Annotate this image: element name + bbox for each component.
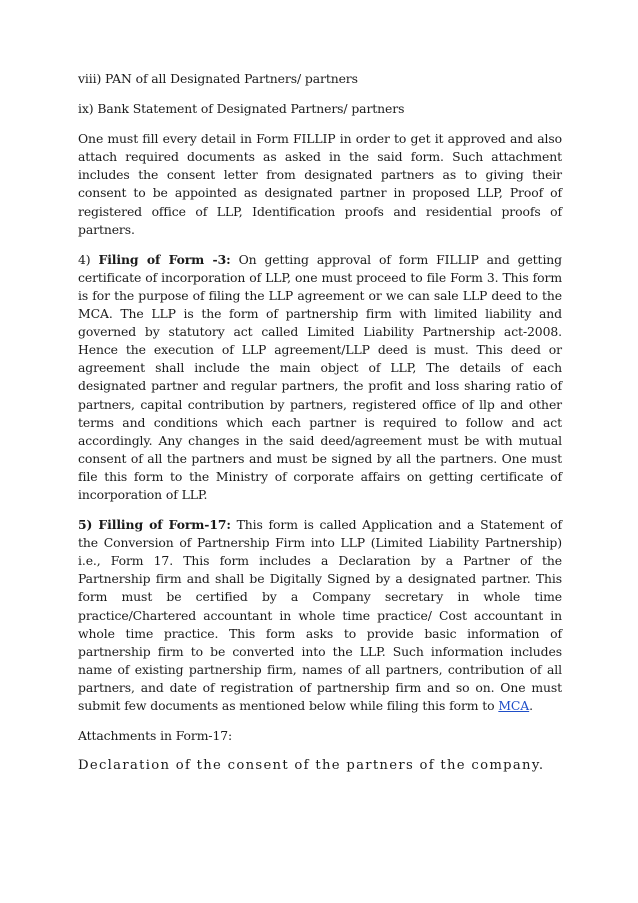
section-body-form-3: On getting approval of form FILLIP and getting certificate of incorporation of LLP, one must proceed to file Form 3. This form is for the purpose of filing the LLP agreement or we can sale LLP deed to the MCA. The LLP is the form of partnership firm with limited liability and governed by statutory act called Limited Liability Partnership act-2008. Hence the execution of LLP agreement/LLP deed is must. This deed or agreement shall include the main object of LLP, The details of each designated partner and regular partners, the profit and loss sharing ratio of partners, capital contribution by partners, registered office of llp and other terms and conditions which each partner is required to follow and act accordingly. Any changes in the said deed/agreement must be with mutual consent of all the partners and must be signed by all the partners. One must file this form to the Ministry of corporate affairs on getting certificate of incorporation of LLP. [78,251,563,502]
paragraph-fillip: One must fill every detail in Form FILLIP in order to get it approved and also attach required documents as asked in the said form. Such attachment includes the consent letter from designated partners as to giving their consent to be appointed as designated partner in proposed LLP, Proof of registered office of LLP, Identification proofs and residential proofs of partners. [78,131,562,237]
list-item-bank-statement: ix) Bank Statement of Designated Partners/ partners [78,101,405,117]
section-number: 4) [78,251,99,267]
section-body-form-17: This form is called Application and a Statement of the Conversion of Partnership Firm into LLP (Limited Liability Partnership) i.e., Form 17. This form includes a Declaration by a Partner of the Partnership firm and shall be Digitally Signed by a designated partner. This form must be certified by a Company secretary in whole time practice/Chartered accountant in whole time practice/ Cost accountant in whole time practice. This form asks to provide basic information of partnership firm to be converted into the LLP. Such information includes name of existing partnership firm, names of all partners, contribution of all partners, and date of registration of partnership firm and so on. One must submit few documents as mentioned below while filing this form to [78,517,562,713]
attachments-heading: Attachments in Form-17: [78,728,233,744]
document-page [78,70,562,775]
section-heading-form-3: Filing of Form -3: [98,251,231,267]
declaration-text: Declaration of the consent of the partners of the company. [78,758,545,774]
section-form-3 [78,251,562,504]
section-heading-form-17: 5) Filling of Form-17: [78,517,231,533]
section-end-punctuation: . [529,698,534,713]
section-form-17 [78,516,562,715]
mca-link[interactable]: MCA [498,698,530,713]
list-item-pan: viii) PAN of all Designated Partners/ partners [78,71,358,86]
